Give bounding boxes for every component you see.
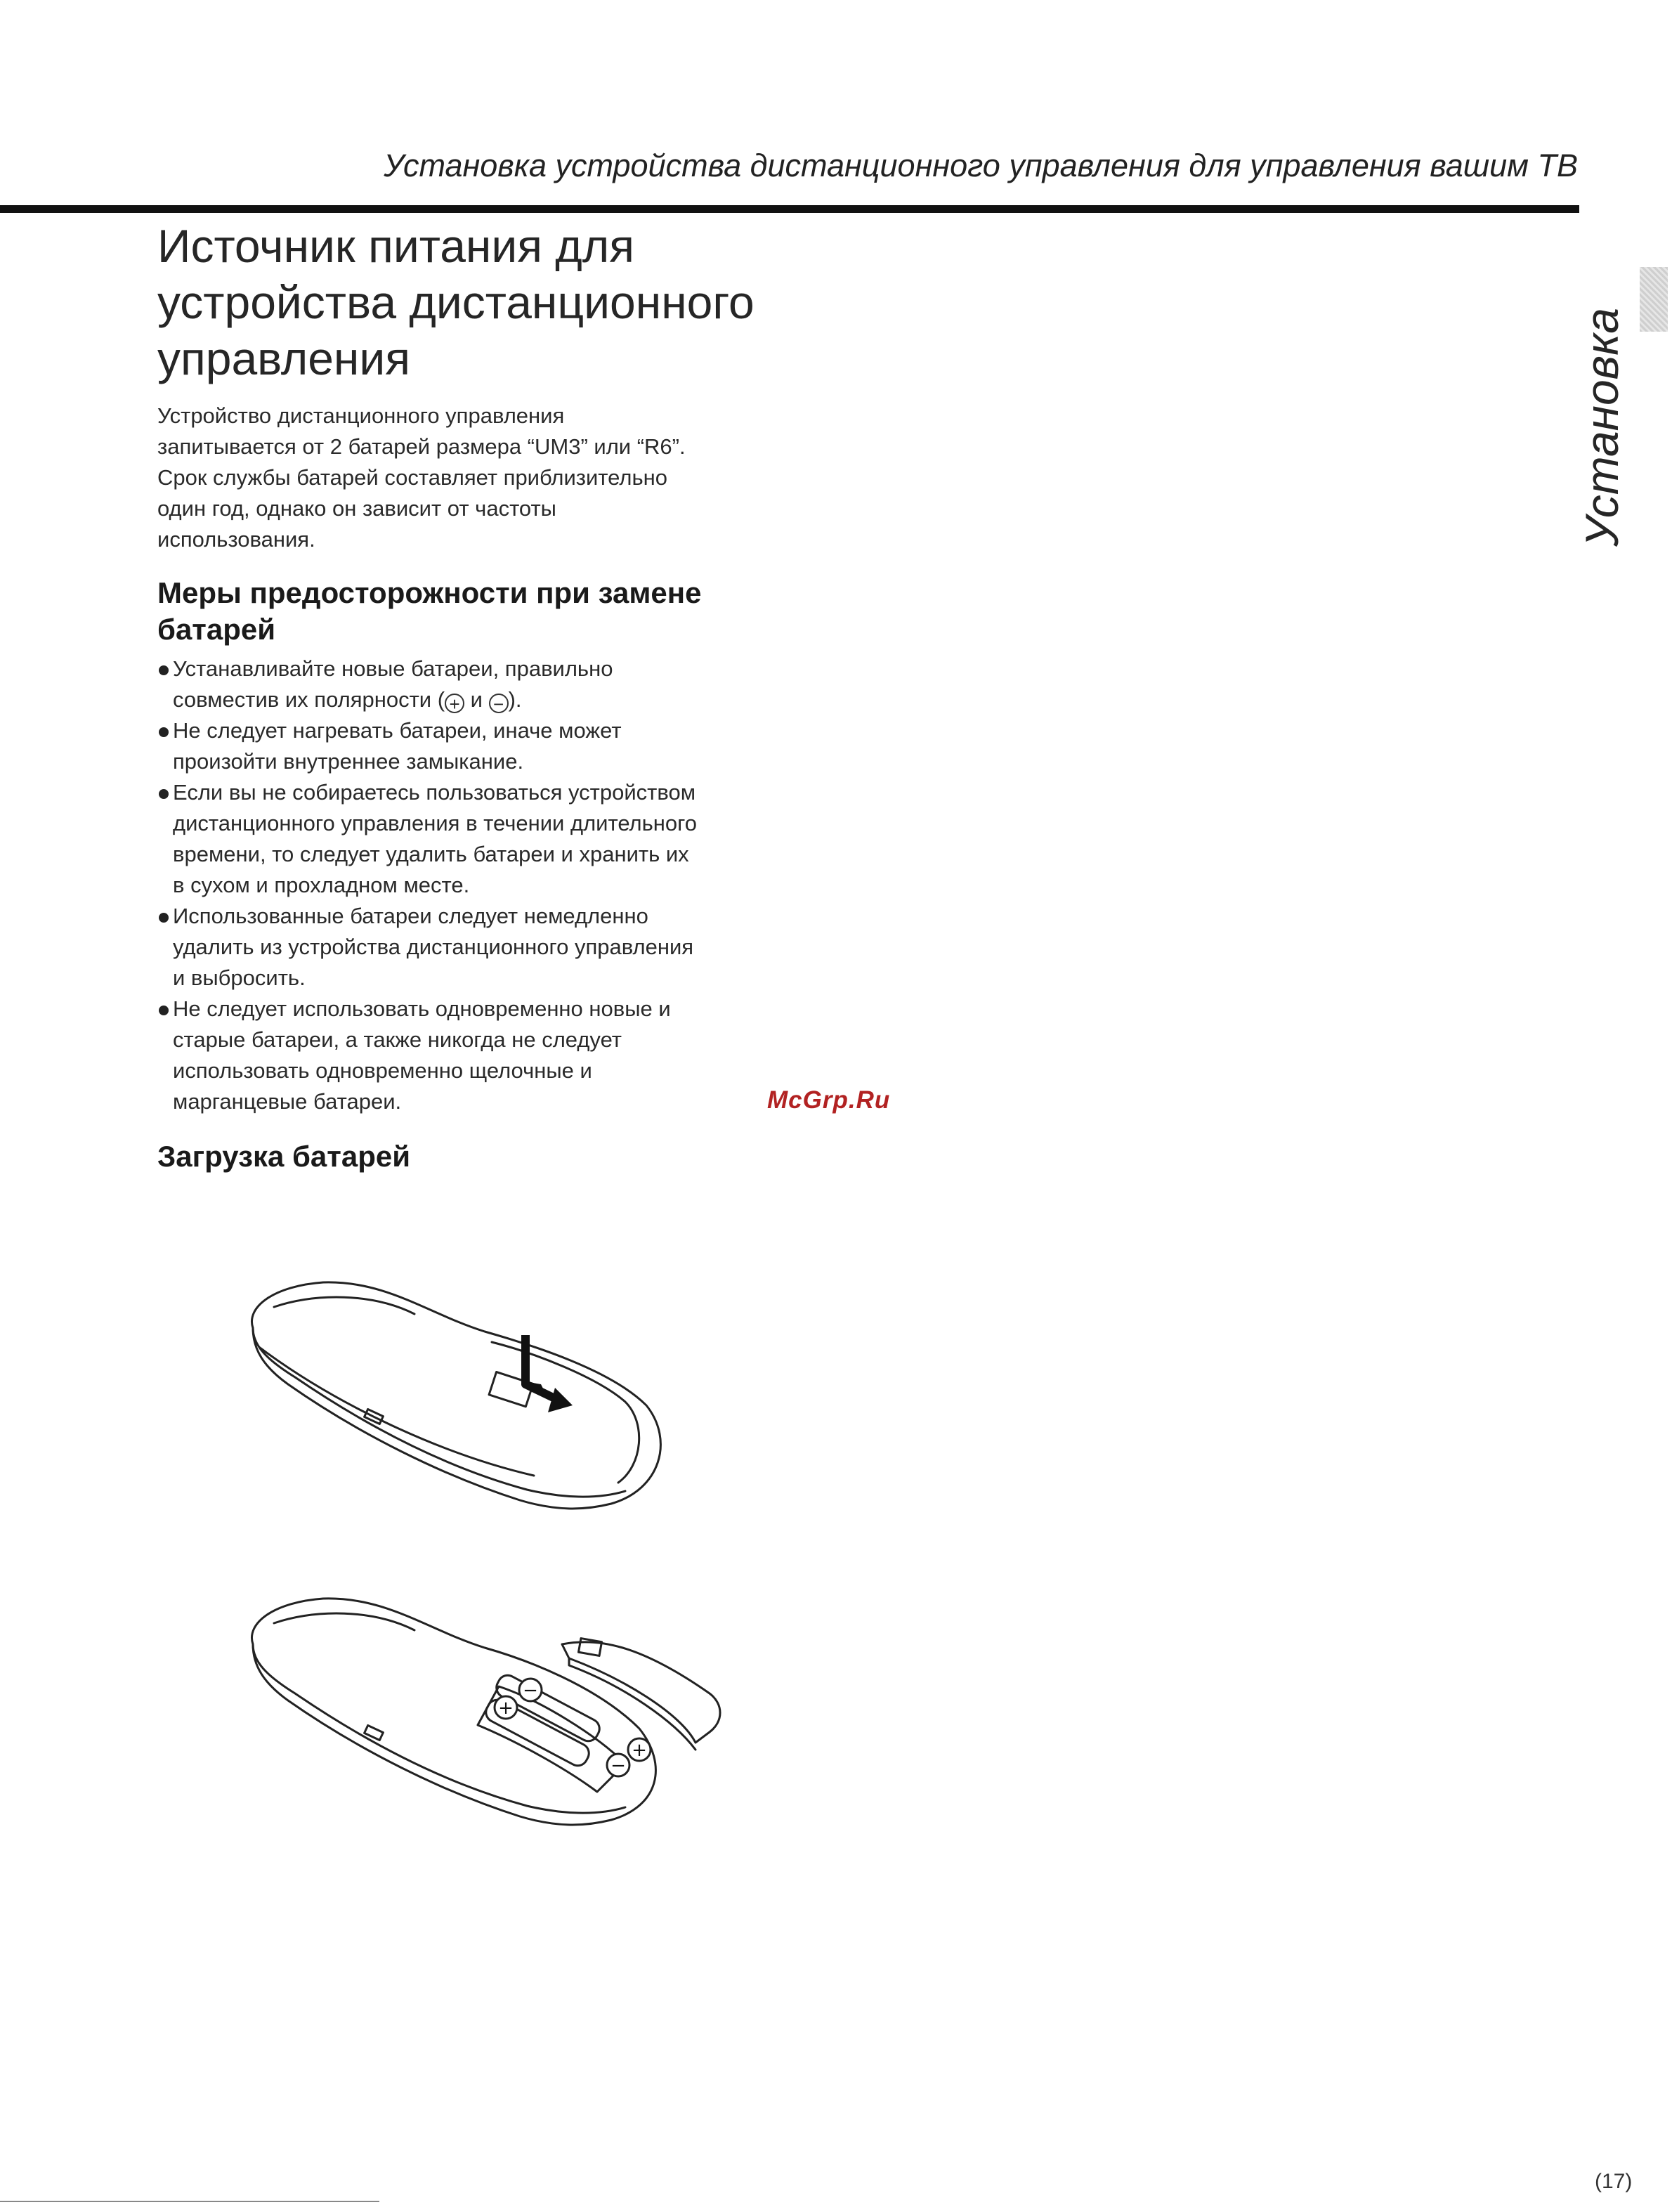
page-title-line: Источник питания для: [157, 220, 635, 272]
list-item-line: времени, то следует удалить батареи и хранить их: [173, 842, 689, 866]
precautions-heading-line: батарей: [157, 613, 276, 646]
side-tab-label: Установка: [1576, 307, 1628, 547]
list-item-line: и выбросить.: [173, 965, 306, 990]
page-title: [157, 218, 860, 386]
intro-line: запитывается от 2 батарей размера “UM3” или “R6”.: [157, 434, 686, 459]
precautions-heading-line: Меры предосторожности при замене: [157, 576, 702, 609]
remote-body-edge: [253, 1644, 625, 1813]
list-item-line: Использованные батареи следует немедленно: [173, 904, 648, 928]
remote-open-figure: [232, 1581, 738, 1862]
side-tab: [1624, 267, 1669, 576]
intro-paragraph: [157, 401, 860, 555]
list-item-line: Если вы не собираетесь пользоваться устройством: [173, 780, 696, 805]
header-rule: [0, 205, 1579, 213]
battery-minus-label: −: [523, 1680, 538, 1701]
watermark: McGrp.Ru: [767, 1086, 891, 1114]
intro-line: использования.: [157, 527, 315, 552]
remote-top-ridge: [274, 1297, 414, 1314]
list-item-text: и: [464, 687, 489, 712]
loading-heading: Загрузка батарей: [157, 1140, 411, 1173]
remote-cover-figure: [232, 1265, 681, 1532]
battery-plus-label: +: [632, 1740, 647, 1761]
remote-body-edge: [253, 1328, 625, 1497]
list-item-line: Не следует использовать одновременно новые и: [173, 996, 671, 1021]
list-item: [157, 653, 930, 715]
list-item: [157, 777, 930, 901]
side-tab-shade: [1640, 267, 1668, 332]
remote-top-ridge: [274, 1613, 414, 1630]
remote-body-outline: [252, 1282, 660, 1509]
precautions-heading: [157, 575, 860, 648]
bullet-icon: [159, 1006, 169, 1015]
down-arrow-icon: [521, 1335, 573, 1412]
battery-minus-label: −: [610, 1755, 626, 1776]
list-item-line: произойти внутреннее замыкание.: [173, 749, 524, 774]
list-item-line: [173, 684, 930, 715]
cover-latch: [578, 1639, 601, 1656]
battery-plus-label: +: [498, 1698, 514, 1719]
list-item-text: ).: [508, 687, 522, 712]
battery-cover-outline: [492, 1342, 639, 1483]
list-item-line: дистанционного управления в течении длительного: [173, 811, 697, 835]
footer-line: [0, 2201, 379, 2202]
intro-line: Срок службы батарей составляет приблизительно: [157, 465, 667, 490]
plus-symbol-icon: +: [445, 694, 464, 713]
bullet-icon: [159, 913, 169, 923]
page-title-line: управления: [157, 332, 410, 384]
list-item-line: использовать одновременно щелочные и: [173, 1058, 592, 1083]
list-item-line: Устанавливайте новые батареи, правильно: [173, 656, 613, 681]
list-item-text: совместив их полярности (: [173, 687, 445, 712]
list-item-line: марганцевые батареи.: [173, 1089, 402, 1114]
bullet-icon: [159, 727, 169, 737]
bullet-icon: [159, 789, 169, 799]
list-item-line: Не следует нагревать батареи, иначе может: [173, 718, 622, 743]
remote-body-side: [260, 1348, 534, 1476]
list-item-line: старые батареи, а также никогда не следует: [173, 1027, 622, 1052]
page-number: (17): [1595, 2170, 1633, 2193]
list-item: [157, 901, 930, 994]
running-header: Установка устройства дистанционного управления для управления вашим ТВ: [384, 148, 1578, 183]
list-item: [157, 715, 930, 777]
intro-line: один год, однако он зависит от частоты: [157, 496, 556, 521]
bullet-icon: [159, 665, 169, 675]
list-item-line: удалить из устройства дистанционного управления: [173, 935, 694, 959]
page-title-line: устройства дистанционного: [157, 276, 755, 328]
intro-line: Устройство дистанционного управления: [157, 403, 565, 428]
precautions-list: [157, 653, 930, 1117]
minus-symbol-icon: −: [489, 694, 509, 713]
list-item-line: в сухом и прохладном месте.: [173, 873, 470, 897]
detached-cover: [562, 1642, 720, 1743]
